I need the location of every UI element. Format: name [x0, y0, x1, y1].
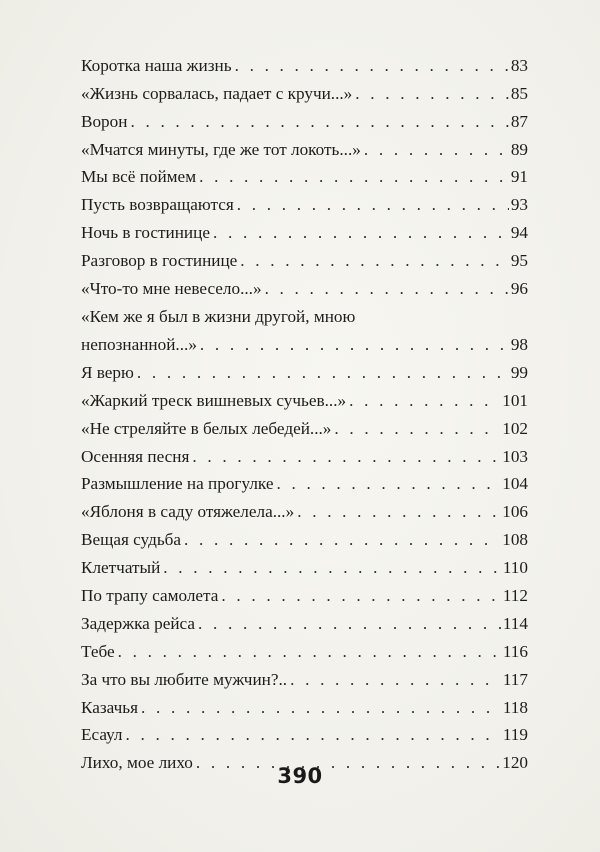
toc-entry [81, 415, 528, 443]
toc-entry-title: «Мчатся минуты, где же тот локоть...» [81, 139, 361, 159]
toc-entry-page: 102 [502, 418, 528, 438]
toc-entry-title: Пусть возвращаются [81, 195, 234, 215]
toc-entry-page: 95 [510, 251, 528, 271]
toc-entry-page: 112 [502, 586, 528, 606]
dot-leader [192, 447, 500, 467]
toc-entry [81, 108, 528, 136]
toc-entry [81, 722, 528, 750]
toc-entry [81, 191, 528, 219]
toc-entry [81, 52, 528, 80]
toc-entry-page: 91 [510, 167, 528, 187]
toc-entry-title: Я верю [81, 362, 134, 382]
toc-entry [81, 694, 528, 722]
dot-leader [290, 670, 501, 690]
dot-leader [141, 698, 501, 718]
toc-entry-title: Казачья [81, 697, 138, 717]
toc-entry [81, 80, 528, 108]
dot-leader [184, 530, 500, 550]
dot-leader [297, 502, 500, 522]
toc-entry [81, 247, 528, 275]
dot-leader [200, 335, 509, 355]
toc-entry-page: 96 [510, 279, 528, 299]
toc-entry [81, 582, 528, 610]
dot-leader [364, 140, 509, 160]
toc-entry-page: 87 [510, 111, 528, 131]
dot-leader [118, 642, 501, 662]
toc-entry-title: Размышление на прогулке [81, 474, 274, 494]
toc-entry [81, 164, 528, 192]
toc-entry [81, 303, 528, 359]
toc-entry-page: 93 [510, 195, 528, 215]
dot-leader [137, 363, 509, 383]
toc-entry-page: 103 [502, 446, 528, 466]
toc-entry-page: 114 [502, 613, 528, 633]
toc-entry [81, 136, 528, 164]
toc-entry-page: 118 [502, 697, 528, 717]
toc-entry [81, 554, 528, 582]
toc-entry-page: 104 [502, 474, 528, 494]
toc-entry-title: Вещая судьба [81, 530, 182, 550]
toc-entry [81, 526, 528, 554]
dot-leader [349, 391, 500, 411]
dot-leader [198, 614, 501, 634]
toc-entry-title: Задержка рейса [81, 613, 195, 633]
toc-entry-title: Мы всё поймем [81, 167, 197, 187]
dot-leader [235, 56, 509, 76]
toc-entry-title-line1: «Кем же я был в жизни другой, мною [81, 307, 356, 327]
toc-entry-page: 106 [502, 502, 528, 522]
toc-entry [81, 219, 528, 247]
dot-leader [130, 112, 508, 132]
toc-entry-page: 83 [510, 55, 528, 75]
dot-leader [276, 474, 500, 494]
toc-entry [81, 443, 528, 471]
toc-entry [81, 387, 528, 415]
toc-entry-title: Ночь в гостинице [81, 223, 210, 243]
table-of-contents [81, 52, 528, 777]
toc-entry [81, 666, 528, 694]
toc-entry-title: За что вы любите мужчин?.. [81, 669, 288, 689]
toc-entry-title: «Жизнь сорвалась, падает с кручи...» [81, 83, 353, 103]
dot-leader [265, 279, 509, 299]
toc-entry-page: 89 [510, 139, 528, 159]
toc-entry-title: непознанной...» [81, 335, 197, 355]
toc-entry [81, 359, 528, 387]
dot-leader [355, 84, 509, 104]
dot-leader [334, 419, 500, 439]
toc-entry-page: 119 [502, 725, 528, 745]
dot-leader [163, 558, 501, 578]
toc-entry [81, 471, 528, 499]
toc-entry-title: Лихо, мое лихо [81, 753, 193, 773]
toc-entry-title: По трапу самолета [81, 586, 219, 606]
toc-entry-page: 116 [502, 641, 528, 661]
toc-entry-page: 98 [510, 335, 528, 355]
toc-entry [81, 610, 528, 638]
toc-entry-title: Клетчатый [81, 558, 161, 578]
toc-entry-title: Ворон [81, 111, 128, 131]
toc-entry [81, 498, 528, 526]
toc-entry-page: 120 [502, 753, 528, 773]
toc-entry-title: «Не стреляйте в белых лебедей...» [81, 418, 332, 438]
toc-entry-title: Осенняя песня [81, 446, 190, 466]
toc-entry-title: Есаул [81, 725, 123, 745]
dot-leader [199, 167, 509, 187]
toc-entry-title: Коротка наша жизнь [81, 55, 232, 75]
toc-entry-page: 94 [510, 223, 528, 243]
toc-entry [81, 275, 528, 303]
toc-entry-page: 110 [502, 558, 528, 578]
dot-leader [126, 725, 501, 745]
toc-entry-page: 101 [502, 390, 528, 410]
toc-entry-page: 85 [510, 83, 528, 103]
dot-leader [213, 223, 509, 243]
page-number: 390 [277, 764, 323, 788]
dot-leader [240, 251, 509, 271]
toc-entry-page: 108 [502, 530, 528, 550]
toc-entry [81, 638, 528, 666]
toc-entry-title: «Что-то мне невесело...» [81, 279, 262, 299]
toc-entry-title: «Яблоня в саду отяжелела...» [81, 502, 295, 522]
toc-entry-page: 117 [502, 669, 528, 689]
toc-entry-title: Тебе [81, 641, 115, 661]
dot-leader [237, 195, 509, 215]
toc-entry-title: Разговор в гостинице [81, 251, 238, 271]
dot-leader [221, 586, 500, 606]
toc-entry-title: «Жаркий треск вишневых сучьев...» [81, 390, 347, 410]
toc-entry-page: 99 [510, 362, 528, 382]
